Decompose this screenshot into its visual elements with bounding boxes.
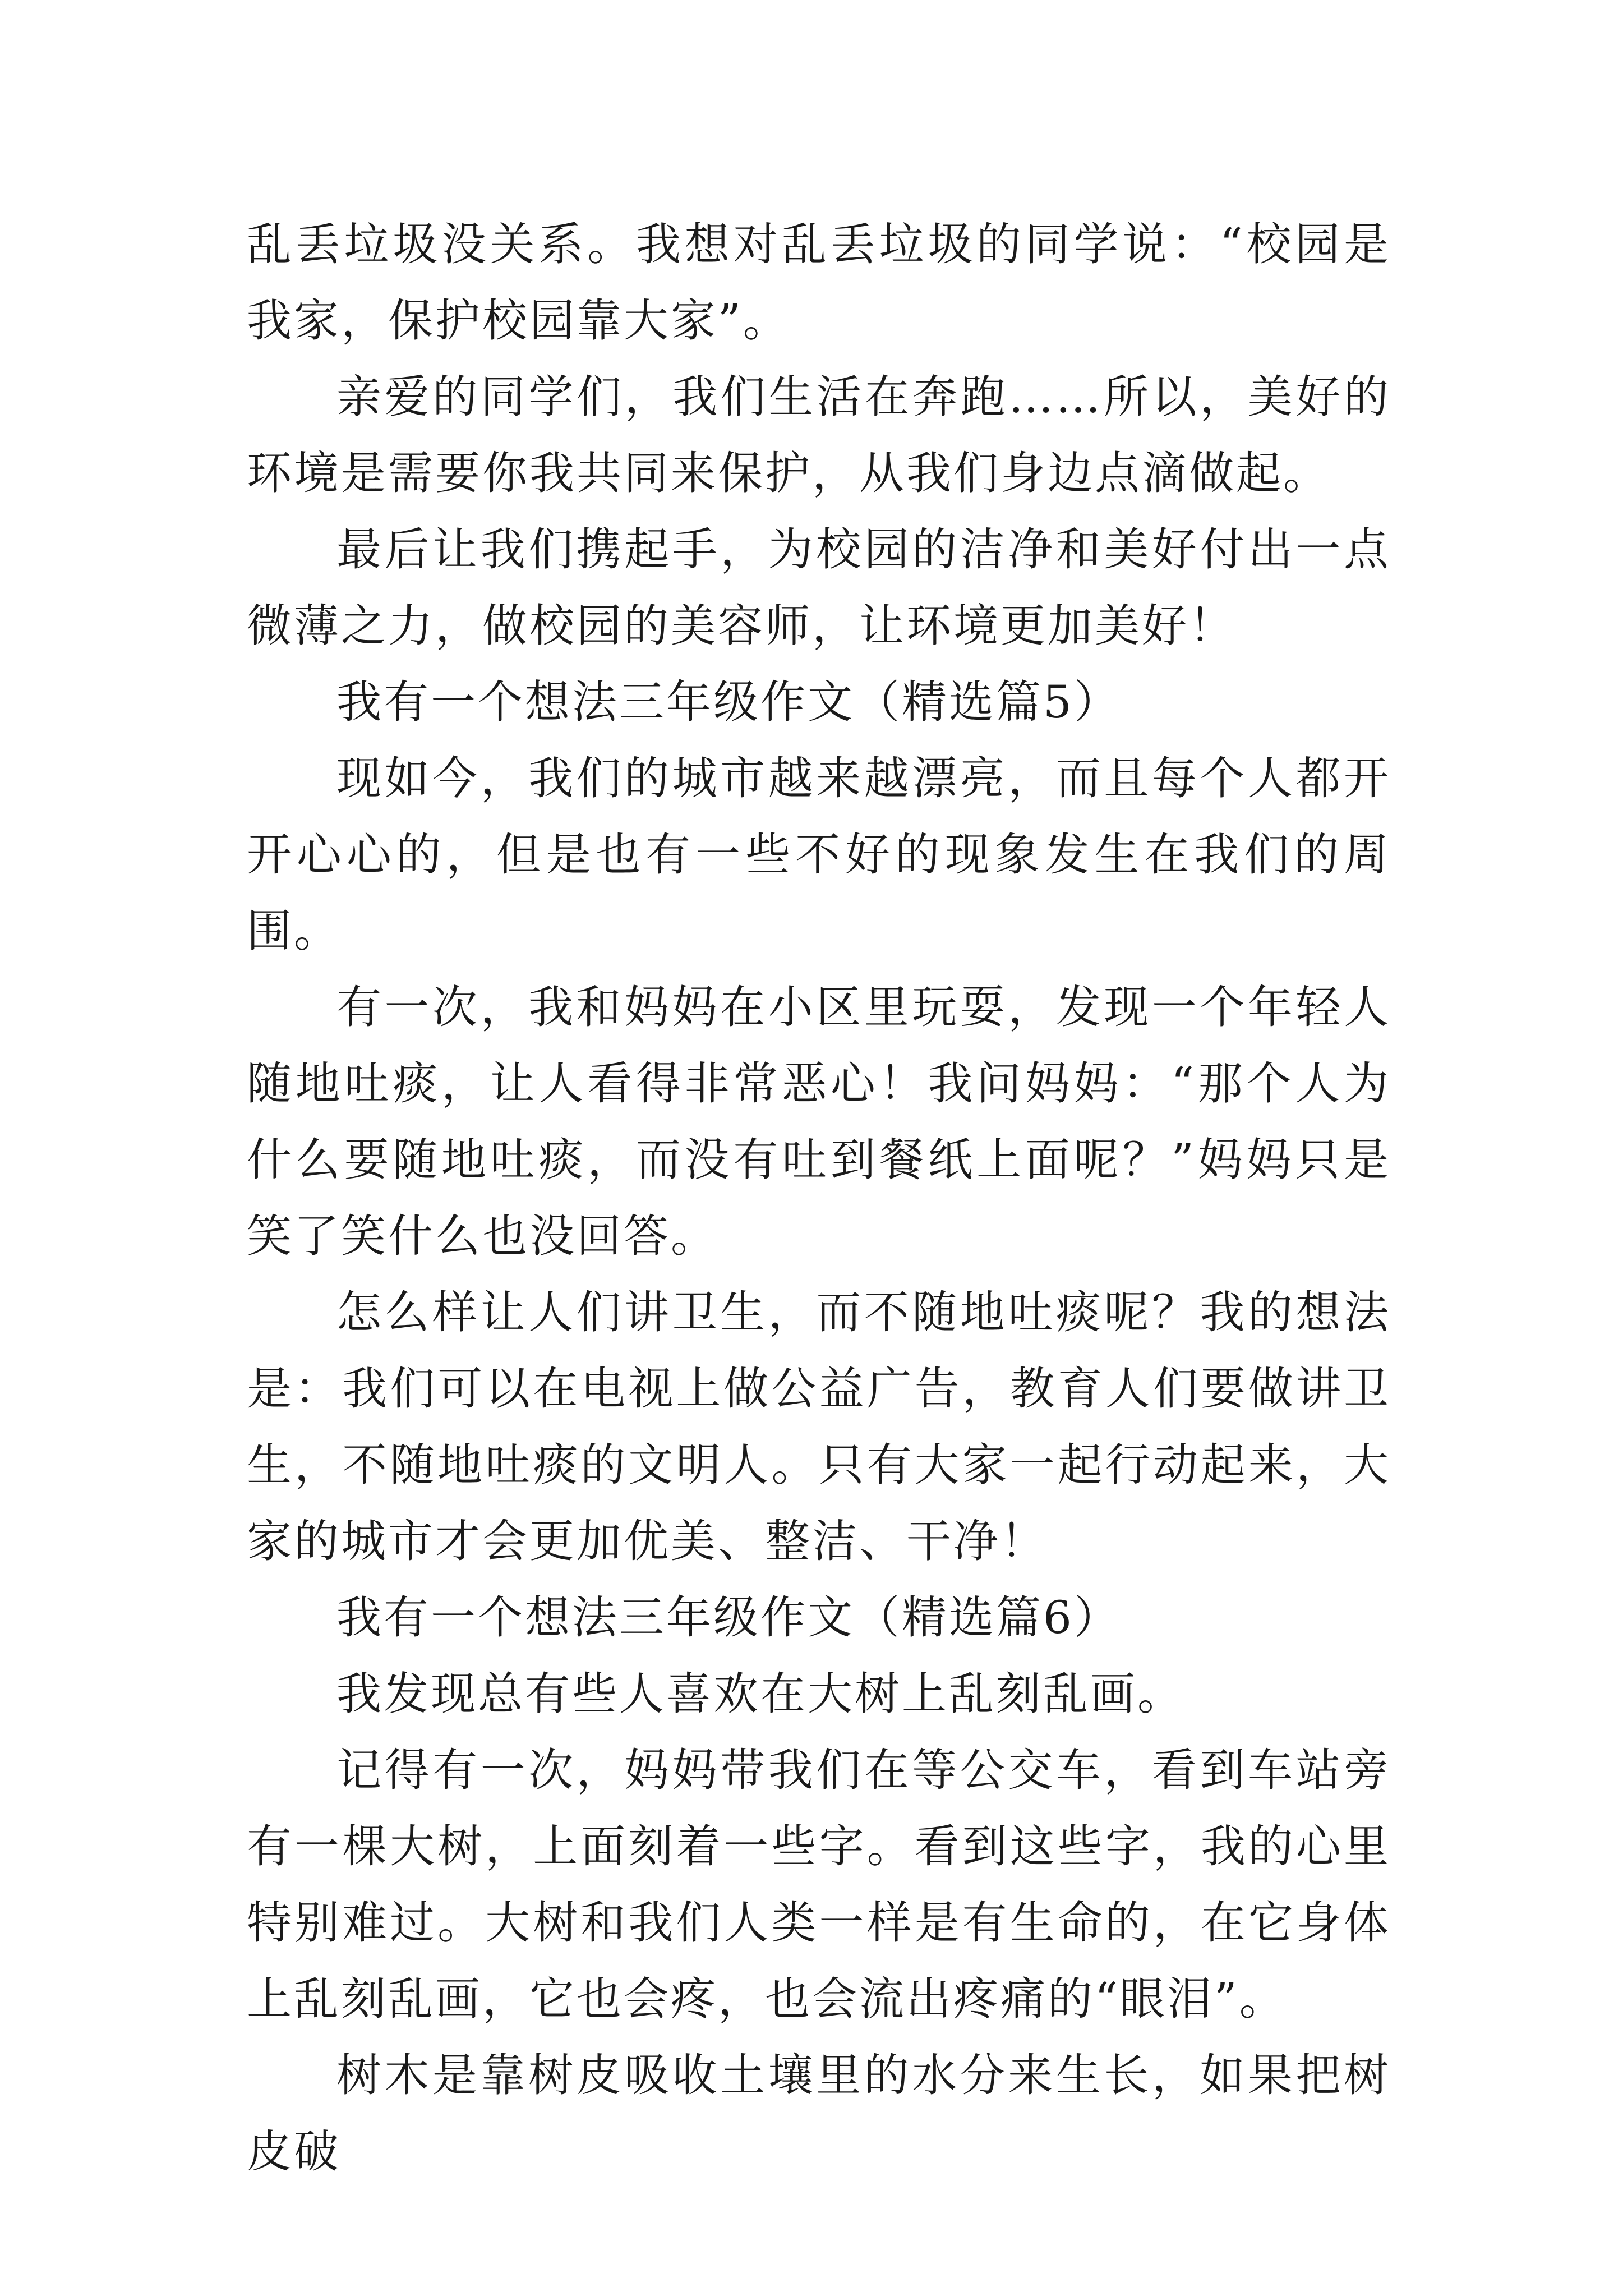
paragraph-1: 乱丢垃圾没关系。我想对乱丢垃圾的同学说：“校园是我家，保护校园靠大家”。 — [247, 218, 1391, 347]
paragraph-9: 树木是靠树皮吸收土壤里的水分来生长，如果把树皮破 — [247, 2049, 1391, 2178]
paragraph-6: 怎么样让人们讲卫生，而不随地吐痰呢？我的想法是：我们可以在电视上做公益广告，教育人们要做讲卫生，不随地吐痰的文明人。只有大家一起行动起来，大家的城市才会更加优美、整洁、干净！ — [247, 1286, 1391, 1567]
document-body — [247, 206, 1391, 2190]
section-heading-5: 我有一个想法三年级作文（精选篇5） — [336, 676, 1121, 728]
paragraph-4: 现如今，我们的城市越来越漂亮，而且每个人都开开心心的，但是也有一些不好的现象发生在我们的周围。 — [247, 752, 1391, 957]
paragraph-7: 我发现总有些人喜欢在大树上乱刻乱画。 — [336, 1668, 1184, 1720]
paragraph-5: 有一次，我和妈妈在小区里玩耍，发现一个年轻人随地吐痰，让人看得非常恶心！我问妈妈：“那个人为什么要随地吐痰，而没有吐到餐纸上面呢？”妈妈只是笑了笑什么也没回答。 — [247, 981, 1391, 1262]
paragraph-2: 亲爱的同学们，我们生活在奔跑……所以，美好的环境是需要你我共同来保护，从我们身边点滴做起。 — [247, 371, 1391, 499]
paragraph-3: 最后让我们携起手，为校园的洁净和美好付出一点微薄之力，做校园的美容师，让环境更加美好！ — [247, 523, 1391, 652]
paragraph-8: 记得有一次，妈妈带我们在等公交车，看到车站旁有一棵大树，上面刻着一些字。看到这些字，我的心里特别难过。大树和我们人类一样是有生命的，在它身体上乱刻乱画，它也会疼，也会流出疼痛的“眼泪”。 — [247, 1744, 1391, 2025]
section-heading-6: 我有一个想法三年级作文（精选篇6） — [336, 1591, 1121, 1644]
